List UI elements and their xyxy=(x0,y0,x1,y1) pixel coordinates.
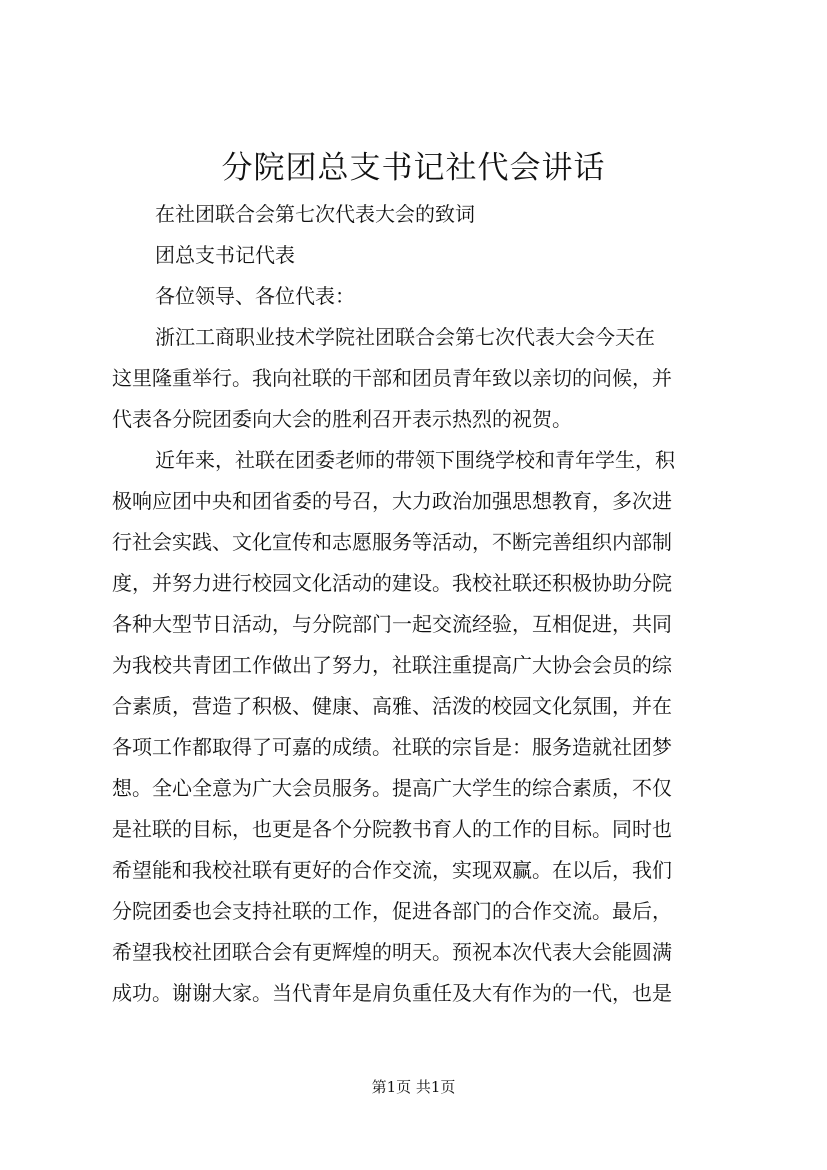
body-line: 各项工作都取得了可嘉的成绩。社联的宗旨是：服务造就社团梦 xyxy=(112,735,672,759)
document-body xyxy=(112,194,724,1014)
body-line: 各位领导、各位代表： xyxy=(155,284,355,308)
body-line: 想。全心全意为广大会员服务。提高广大学生的综合素质，不仅 xyxy=(112,776,672,800)
body-line: 团总支书记代表 xyxy=(155,243,295,267)
document-title: 分院团总支书记社代会讲话 xyxy=(221,150,606,186)
body-line: 各种大型节日活动，与分院部门一起交流经验，互相促进，共同 xyxy=(112,612,672,636)
body-line: 在社团联合会第七次代表大会的致词 xyxy=(155,202,475,226)
body-line: 近年来，社联在团委老师的带领下围绕学校和青年学生，积 xyxy=(155,448,675,472)
page-footer xyxy=(0,1077,827,1097)
body-line: 极响应团中央和团省委的号召，大力政治加强思想教育，多次进 xyxy=(112,489,672,513)
body-line: 分院团委也会支持社联的工作，促进各部门的合作交流。最后， xyxy=(112,899,672,923)
body-line: 浙江工商职业技术学院社团联合会第七次代表大会今天在 xyxy=(155,325,655,349)
body-line: 是社联的目标，也更是各个分院教书育人的工作的目标。同时也 xyxy=(112,817,672,841)
body-line: 希望我校社团联合会有更辉煌的明天。预祝本次代表大会能圆满 xyxy=(112,940,672,964)
body-line: 代表各分院团委向大会的胜利召开表示热烈的祝贺。 xyxy=(112,407,572,431)
body-line: 希望能和我校社联有更好的合作交流，实现双赢。在以后，我们 xyxy=(112,858,672,882)
body-line: 为我校共青团工作做出了努力，社联注重提高广大协会会员的综 xyxy=(112,653,672,677)
body-line: 成功。谢谢大家。当代青年是肩负重任及大有作为的一代，也是 xyxy=(112,981,672,1005)
body-line: 度，并努力进行校园文化活动的建设。我校社联还积极协助分院 xyxy=(112,571,672,595)
body-line: 行社会实践、文化宣传和志愿服务等活动，不断完善组织内部制 xyxy=(112,530,672,554)
body-line: 这里隆重举行。我向社联的干部和团员青年致以亲切的问候，并 xyxy=(112,366,672,390)
page-number-label: 第1页 共1页 xyxy=(371,1078,456,1096)
body-line: 合素质，营造了积极、健康、高雅、活泼的校园文化氛围，并在 xyxy=(112,694,672,718)
